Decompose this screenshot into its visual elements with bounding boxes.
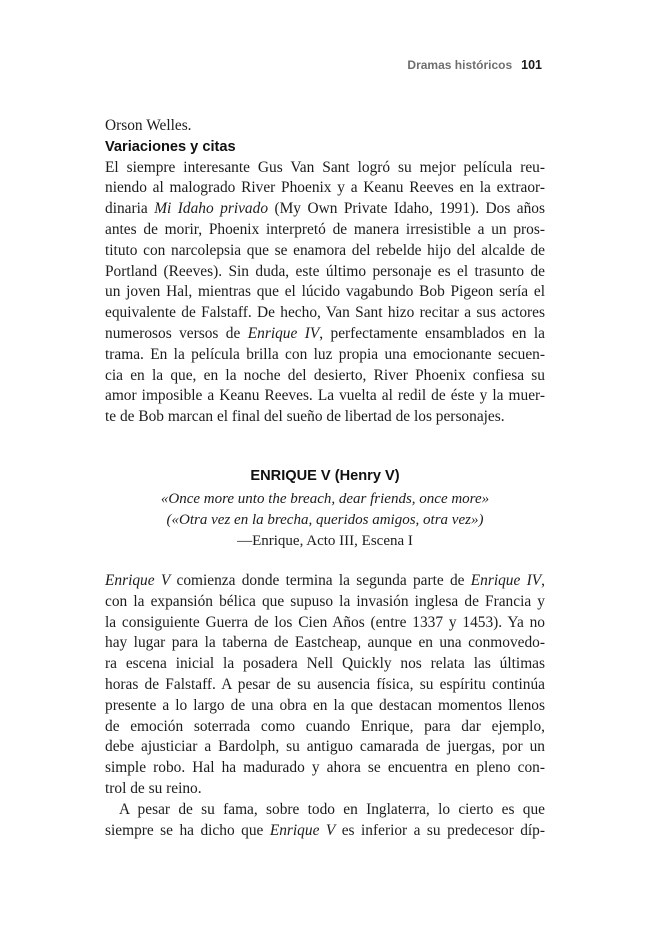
running-header bbox=[407, 58, 542, 72]
paragraph-enrique-v-intro bbox=[105, 571, 545, 800]
subsection-title: Variaciones y citas bbox=[105, 138, 236, 155]
intro-block bbox=[105, 116, 545, 428]
epigraph-quote-english: «Once more unto the breach, dear friends, once more» bbox=[160, 491, 490, 507]
text-line: ra escena inicial la posadera Nell Quickly nos relata las últimas bbox=[105, 655, 545, 673]
text-line: de emoción soterrada como cuando Enrique, para dar ejemplo, bbox=[105, 717, 545, 735]
text-line: debe ajusticiar a Bardolph, su antiguo camarada de juergas, por un bbox=[105, 738, 545, 756]
running-header-section: Dramas históricos bbox=[407, 58, 513, 72]
text-line: presente a lo largo de una obra en la que destacan momentos llenos bbox=[105, 696, 545, 714]
main-text-block bbox=[105, 571, 545, 841]
text-segment: comienza donde termina la segunda parte de bbox=[170, 572, 471, 589]
text-line bbox=[105, 199, 545, 220]
text-line: Portland (Reeves). Sin duda, este último personaje es el trasunto de bbox=[105, 262, 545, 280]
text-line: simple robo. Hal ha madurado y ahora se encuentra en pleno con- bbox=[105, 759, 545, 777]
italic-title: Enrique IV bbox=[247, 324, 320, 342]
text-line bbox=[105, 324, 545, 345]
paragraph-fama bbox=[105, 800, 545, 842]
epigraph-attribution: —Enrique, Acto III, Escena I bbox=[237, 533, 413, 549]
text-segment: , bbox=[541, 572, 545, 589]
text-line: te de Bob marcan el final del sueño de libertad de los personajes. bbox=[105, 408, 505, 426]
epigraph bbox=[105, 489, 545, 552]
paragraph-variaciones bbox=[105, 158, 545, 428]
epigraph-quote-spanish: («Otra vez en la brecha, queridos amigos, otra vez») bbox=[166, 512, 484, 528]
text-line: cia en la que, en la noche del desierto, River Phoenix confiesa su bbox=[105, 366, 545, 384]
text-line: niendo al malogrado River Phoenix y a Keanu Reeves en la extraor- bbox=[105, 179, 545, 197]
page-number: 101 bbox=[521, 58, 542, 72]
text-segment: (My Own Private Idaho, 1991). Dos años bbox=[268, 200, 545, 218]
intro-line: Orson Welles. bbox=[105, 117, 192, 134]
text-line: con la expansión bélica que supuso la invasión inglesa de Francia y bbox=[105, 592, 545, 610]
italic-title: Enrique V bbox=[105, 572, 171, 589]
text-segment: siempre se ha dicho que bbox=[105, 821, 270, 839]
text-line bbox=[105, 821, 545, 842]
text-line: la consiguiente Guerra de los Cien Años (entre 1337 y 1453). Ya no bbox=[105, 613, 545, 631]
text-line bbox=[105, 571, 545, 592]
text-line: amor imposible a Keanu Reeves. La vuelta al redil de éste y la muer- bbox=[105, 387, 545, 405]
text-line: horas de Falstaff. A pesar de su ausencia física, su espíritu continúa bbox=[105, 675, 545, 693]
text-line: El siempre interesante Gus Van Sant logró su mejor película reu- bbox=[105, 158, 545, 176]
text-line: antes de morir, Phoenix interpretó de manera irresistible a un pros- bbox=[105, 220, 545, 238]
italic-title: Mi Idaho privado bbox=[154, 200, 269, 218]
text-line: equivalente de Falstaff. De hecho, Van Sant hizo recitar a sus actores bbox=[105, 304, 545, 322]
italic-title: Enrique IV bbox=[470, 572, 542, 589]
text-segment: dinaria bbox=[105, 200, 155, 218]
text-line: trama. En la película brilla con luz propia una emocionante secuen- bbox=[105, 345, 545, 363]
text-segment: , perfectamente ensamblados en la bbox=[319, 324, 545, 342]
section-title: ENRIQUE V (Henry V) bbox=[250, 468, 400, 484]
text-line: A pesar de su fama, sobre todo en Inglaterra, lo cierto es que bbox=[119, 800, 545, 818]
text-segment: es inferior a su predecesor díp- bbox=[335, 821, 545, 839]
text-line: tituto con narcolepsia que se enamora del rebelde hijo del alcalde de bbox=[105, 241, 545, 259]
text-segment: numerosos versos de bbox=[105, 324, 248, 342]
text-line: hay lugar para la taberna de Eastcheap, aunque en una conmovedo- bbox=[105, 634, 545, 652]
text-line: trol de su reino. bbox=[105, 779, 202, 797]
text-line: un joven Hal, mientras que el lúcido vagabundo Bob Pigeon sería el bbox=[105, 283, 545, 301]
italic-title: Enrique V bbox=[269, 821, 336, 839]
